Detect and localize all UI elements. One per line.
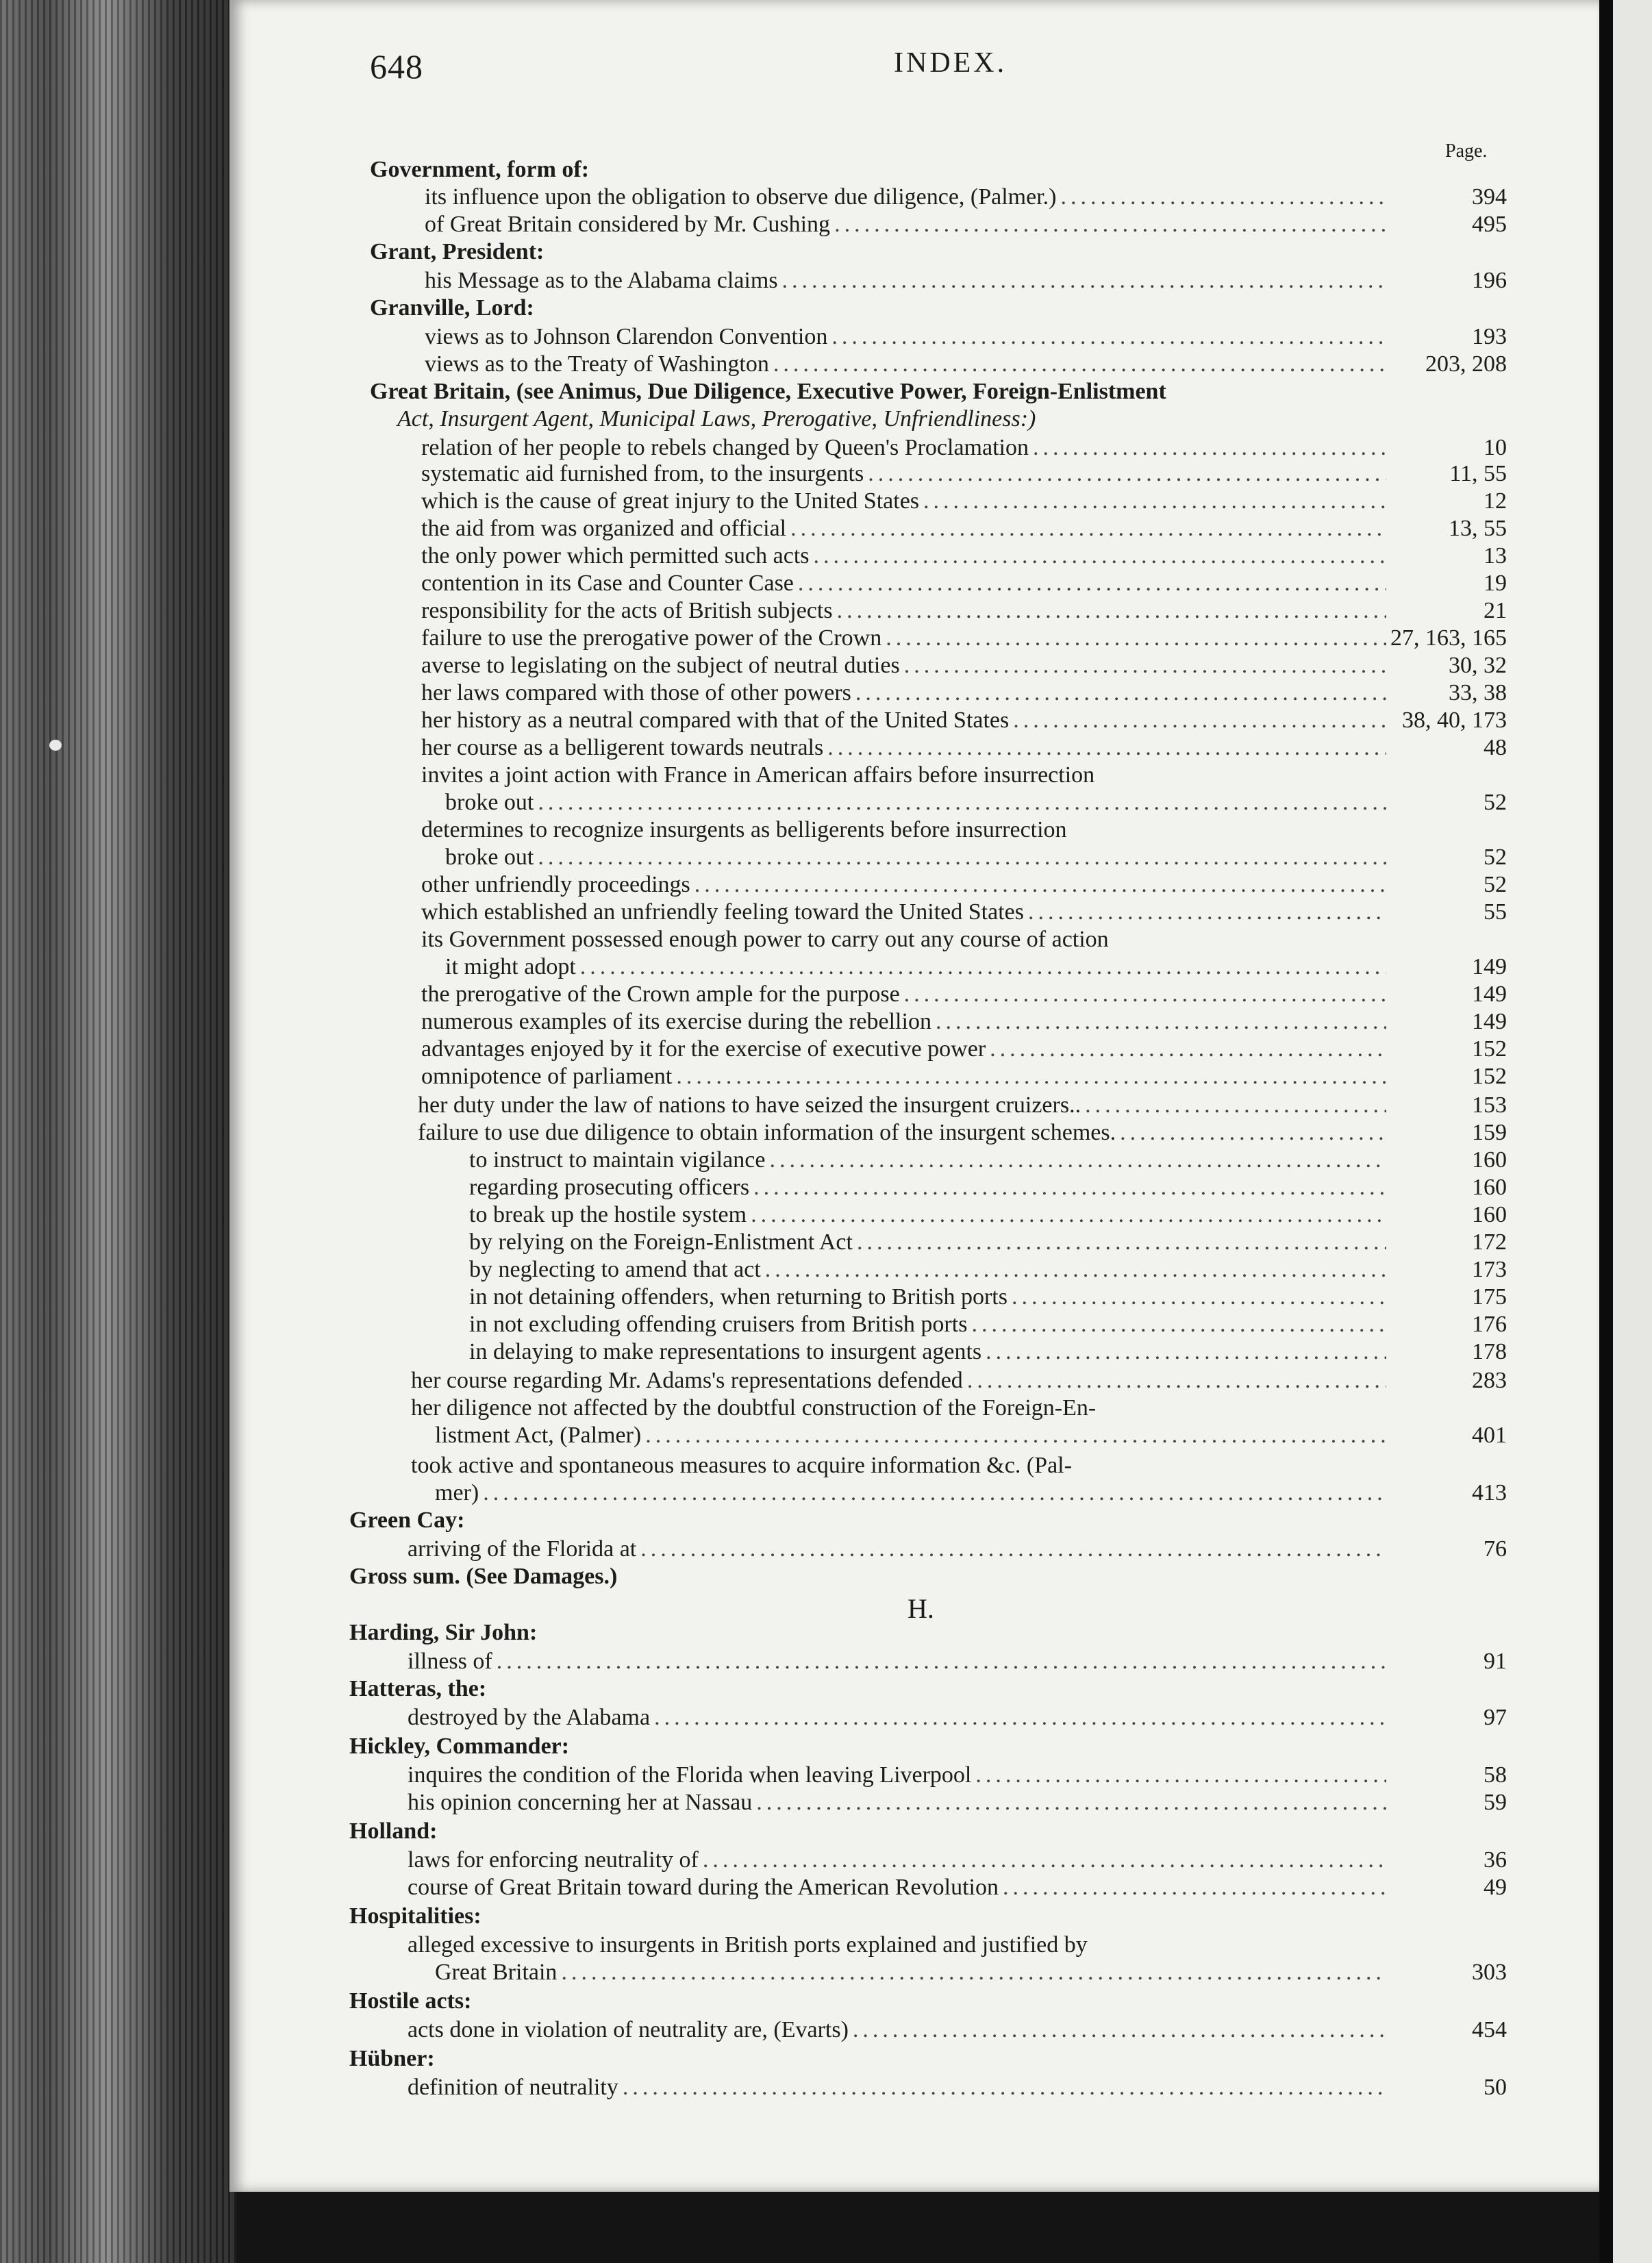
page-reference: 196	[1472, 268, 1507, 293]
index-subentry	[408, 2074, 1390, 2101]
dot-leader	[765, 1256, 1386, 1284]
dot-leader	[1012, 1284, 1386, 1311]
entry-text: contention in its Case and Counter Case	[421, 571, 794, 596]
page-reference: 160	[1472, 1175, 1507, 1200]
entry-text: broke out	[445, 845, 534, 870]
entry-text: by neglecting to amend that act	[469, 1257, 761, 1282]
index-subentry	[425, 351, 1390, 378]
entry-text: it might adopt	[445, 954, 576, 979]
entry-text: listment Act, (Palmer)	[435, 1423, 642, 1448]
binding-texture	[0, 0, 236, 2263]
entry-text: his Message as to the Alabama claims	[425, 268, 778, 293]
index-subentry	[411, 1367, 1390, 1395]
page-reference: 30, 32	[1449, 653, 1507, 678]
index-subentry	[421, 871, 1390, 899]
entry-text: to break up the hostile system	[469, 1202, 747, 1227]
index-subentry	[425, 211, 1390, 238]
entry-text: Great Britain	[435, 1960, 558, 1985]
entry-text: which is the cause of great injury to the United States	[421, 488, 920, 514]
index-subentry	[469, 1174, 1390, 1201]
entry-text: acts done in violation of neutrality are, (Evarts)	[408, 2017, 849, 2042]
index-subentry	[421, 597, 1390, 625]
page-reference: 52	[1484, 872, 1507, 897]
page-reference: 50	[1484, 2075, 1507, 2100]
dot-leader	[773, 351, 1386, 378]
index-subentry	[469, 1284, 1390, 1311]
index-subentry	[421, 652, 1390, 679]
dot-leader	[769, 1147, 1386, 1174]
entry-text: advantages enjoyed by it for the exercise of executive power	[421, 1036, 986, 1062]
page-reference: 36	[1484, 1847, 1507, 1873]
entry-text: of Great Britain considered by Mr. Cushing	[425, 212, 831, 237]
dot-leader	[936, 1008, 1386, 1036]
entry-text: the prerogative of the Crown ample for the purpose	[421, 982, 900, 1007]
entry-text: views as to Johnson Clarendon Convention	[425, 324, 828, 349]
index-subentry	[469, 1256, 1390, 1284]
facing-page-edge	[1613, 0, 1652, 2263]
page-reference: 153	[1472, 1092, 1507, 1118]
dot-leader	[1028, 899, 1386, 926]
index-subentry	[421, 707, 1390, 734]
entry-text: destroyed by the Alabama	[408, 1705, 651, 1730]
index-heading: Hospitalities:	[349, 1903, 481, 1929]
dot-leader	[751, 1201, 1386, 1229]
dot-leader	[1060, 184, 1386, 211]
index-heading: Holland:	[349, 1818, 438, 1844]
dot-leader	[837, 597, 1386, 625]
entry-text: in delaying to make representations to insurgent agents	[469, 1339, 982, 1364]
page-reference: 27, 163, 165	[1390, 625, 1507, 651]
index-subentry	[408, 1847, 1390, 1874]
dot-leader	[834, 211, 1386, 238]
page-reference: 176	[1472, 1312, 1507, 1337]
page-reference: 11, 55	[1449, 461, 1507, 486]
dot-leader	[886, 625, 1386, 652]
page-reference: 283	[1472, 1368, 1507, 1393]
index-subentry	[421, 542, 1390, 570]
index-subentry	[425, 267, 1390, 295]
page-reference: 401	[1472, 1423, 1507, 1448]
page-reference: 149	[1472, 1009, 1507, 1034]
entry-text: failure to use the prerogative power of the Crown	[421, 625, 882, 651]
dot-leader	[1085, 1092, 1386, 1119]
index-subentry	[421, 1063, 1390, 1090]
entry-text: views as to the Treaty of Washington	[425, 351, 769, 377]
entry-text: alleged excessive to insurgents in British ports explained and justified by	[408, 1932, 1088, 1958]
dot-leader	[975, 1762, 1386, 1789]
index-subentry	[408, 1762, 1390, 1789]
dot-leader	[580, 953, 1386, 981]
entry-text: other unfriendly proceedings	[421, 872, 690, 897]
entry-text: to instruct to maintain vigilance	[469, 1147, 766, 1173]
page-reference: 175	[1472, 1284, 1507, 1310]
index-subentry	[421, 679, 1390, 707]
index-subentry	[421, 899, 1390, 926]
page-reference: 172	[1472, 1229, 1507, 1255]
dot-leader	[640, 1536, 1386, 1563]
dot-leader	[971, 1311, 1386, 1338]
index-subentry	[445, 844, 1390, 871]
entry-text: laws for enforcing neutrality of	[408, 1847, 699, 1873]
page-column-label: Page.	[1445, 140, 1488, 162]
entry-text: her duty under the law of nations to have seized the insurgent cruizers..	[418, 1092, 1081, 1118]
dot-leader	[623, 2074, 1386, 2101]
entry-text: its Government possessed enough power to carry out any course of action	[421, 927, 1109, 952]
index-heading: Hickley, Commander:	[349, 1734, 570, 1759]
page-reference: 21	[1484, 598, 1507, 623]
page-reference: 193	[1472, 324, 1507, 349]
entry-text: omnipotence of parliament	[421, 1064, 673, 1089]
dot-leader	[782, 267, 1386, 295]
index-subentry	[421, 734, 1390, 762]
dot-leader	[904, 981, 1386, 1008]
entry-text: which established an unfriendly feeling toward the United States	[421, 899, 1024, 925]
page-reference: 454	[1472, 2017, 1507, 2042]
page-reference: 38, 40, 173	[1402, 708, 1507, 733]
index-heading: Hatteras, the:	[349, 1676, 487, 1701]
entry-text: arriving of the Florida at	[408, 1536, 637, 1562]
entry-text: in not excluding offending cruisers from British ports	[469, 1312, 968, 1337]
section-heading: H.	[908, 1593, 934, 1624]
page-reference: 12	[1484, 488, 1507, 514]
page-reference: 152	[1472, 1064, 1507, 1089]
index-heading: Government, form of:	[370, 157, 590, 182]
entry-text: numerous examples of its exercise during the rebellion	[421, 1009, 931, 1034]
page-reference: 48	[1484, 735, 1507, 760]
page-reference: 52	[1484, 790, 1507, 815]
entry-text: invites a joint action with France in American affairs before insurrection	[421, 762, 1095, 788]
index-subentry	[408, 1874, 1390, 1901]
index-subentry	[469, 1311, 1390, 1338]
entry-text: responsibility for the acts of British subjects	[421, 598, 833, 623]
entry-text: her course as a belligerent towards neutrals	[421, 735, 824, 760]
index-heading: Granville, Lord:	[370, 295, 534, 321]
index-subentry	[435, 1959, 1390, 1986]
index-subentry	[418, 1092, 1390, 1119]
page-reference: 152	[1472, 1036, 1507, 1062]
index-subentry	[421, 515, 1390, 542]
page-reference: 13, 55	[1449, 516, 1507, 541]
dot-leader	[868, 460, 1386, 488]
dot-leader	[986, 1338, 1386, 1366]
entry-text: her diligence not affected by the doubtful construction of the Foreign-En-	[411, 1395, 1097, 1421]
dot-leader	[703, 1847, 1386, 1874]
index-subentry	[445, 789, 1390, 816]
page-reference: 303	[1472, 1960, 1507, 1985]
page-reference: 58	[1484, 1762, 1507, 1788]
entry-text: the only power which permitted such acts	[421, 543, 810, 568]
entry-text: mer)	[435, 1480, 479, 1505]
index-heading: Great Britain, (see Animus, Due Diligence, Executive Power, Foreign-Enlistment	[370, 379, 1166, 404]
page-reference: 149	[1472, 954, 1507, 979]
page-number: 648	[370, 47, 423, 86]
index-heading: Green Cay:	[349, 1508, 465, 1533]
page-reference: 203, 208	[1425, 351, 1507, 377]
dot-leader	[831, 323, 1386, 351]
page-reference: 160	[1472, 1202, 1507, 1227]
entry-text: the aid from was organized and official	[421, 516, 787, 541]
dot-leader	[1033, 434, 1386, 462]
running-head: INDEX.	[894, 47, 1008, 79]
entry-text: her course regarding Mr. Adams's representations defended	[411, 1368, 963, 1393]
page-reference: 413	[1472, 1480, 1507, 1505]
index-subentry	[425, 323, 1390, 351]
entry-text: broke out	[445, 790, 534, 815]
index-subentry	[469, 1229, 1390, 1256]
entry-text: by relying on the Foreign-Enlistment Act	[469, 1229, 853, 1255]
index-subentry	[421, 488, 1390, 515]
entry-text: its influence upon the obligation to observe due diligence, (Palmer.)	[425, 184, 1057, 210]
index-subentry	[408, 2016, 1390, 2044]
page-reference: 394	[1472, 184, 1507, 210]
page-gutter	[1599, 0, 1613, 2263]
page-reference: 178	[1472, 1339, 1507, 1364]
dot-leader	[904, 652, 1386, 679]
entry-text: relation of her people to rebels changed by Queen's Proclamation	[421, 435, 1029, 460]
page-reference: 19	[1484, 571, 1507, 596]
dot-leader	[814, 542, 1386, 570]
index-heading: Grant, President:	[370, 239, 545, 264]
entry-text: definition of neutrality	[408, 2075, 618, 2100]
page-reference: 59	[1484, 1790, 1507, 1815]
dot-leader	[538, 789, 1386, 816]
dot-leader	[1003, 1874, 1386, 1901]
page-reference: 13	[1484, 543, 1507, 568]
page-reference: 76	[1484, 1536, 1507, 1562]
entry-text: failure to use due diligence to obtain information of the insurgent schemes.	[418, 1120, 1116, 1145]
index-subentry	[421, 460, 1390, 488]
index-subentry	[421, 1008, 1390, 1036]
entry-text: his opinion concerning her at Nassau	[408, 1790, 753, 1815]
index-subentry	[445, 953, 1390, 981]
paper-speck	[49, 740, 62, 751]
page-reference: 49	[1484, 1875, 1507, 1900]
dot-leader	[923, 488, 1386, 515]
page-reference: 159	[1472, 1120, 1507, 1145]
index-subentry	[421, 570, 1390, 597]
index-subentry	[435, 1479, 1390, 1507]
index-subentry	[408, 1704, 1390, 1731]
index-subentry	[408, 1536, 1390, 1563]
entry-text: Act, Insurgent Agent, Municipal Laws, Prerogative, Unfriendliness:)	[397, 406, 1036, 432]
dot-leader	[1013, 707, 1386, 734]
dot-leader	[676, 1063, 1386, 1090]
dot-leader	[756, 1789, 1386, 1816]
index-heading: Harding, Sir John:	[349, 1620, 538, 1645]
dot-leader	[654, 1704, 1386, 1731]
entry-text: averse to legislating on the subject of neutral duties	[421, 653, 900, 678]
entry-text: illness of	[408, 1649, 492, 1674]
index-subentry	[421, 981, 1390, 1008]
page-reference: 160	[1472, 1147, 1507, 1173]
entry-text: regarding prosecuting officers	[469, 1175, 750, 1200]
dot-leader	[483, 1479, 1386, 1507]
entry-text: her laws compared with those of other powers	[421, 680, 851, 705]
dot-leader	[967, 1367, 1386, 1395]
dot-leader	[855, 679, 1386, 707]
entry-text: determines to recognize insurgents as belligerents before insurrection	[421, 817, 1067, 842]
dot-leader	[857, 1229, 1386, 1256]
index-heading: Hostile acts:	[349, 1988, 472, 2014]
index-subentry	[469, 1147, 1390, 1174]
dot-leader	[798, 570, 1386, 597]
dot-leader	[645, 1422, 1386, 1449]
index-subentry	[421, 434, 1390, 462]
dot-leader	[753, 1174, 1386, 1201]
index-subentry	[408, 1648, 1390, 1675]
page-reference: 33, 38	[1449, 680, 1507, 705]
index-subentry	[421, 1036, 1390, 1063]
dot-leader	[990, 1036, 1386, 1063]
page-reference: 10	[1484, 435, 1507, 460]
page-reference: 91	[1484, 1649, 1507, 1674]
page-reference: 495	[1472, 212, 1507, 237]
entry-text: in not detaining offenders, when returning to British ports	[469, 1284, 1008, 1310]
page-reference: 55	[1484, 899, 1507, 925]
page-reference: 173	[1472, 1257, 1507, 1282]
dot-leader	[827, 734, 1386, 762]
index-subentry	[469, 1201, 1390, 1229]
entry-text: took active and spontaneous measures to acquire information &c. (Pal-	[411, 1453, 1072, 1478]
dot-leader	[853, 2016, 1386, 2044]
dot-leader	[538, 844, 1386, 871]
dot-leader	[694, 871, 1386, 899]
index-subentry	[408, 1789, 1390, 1816]
index-heading: Hübner:	[349, 2046, 435, 2071]
dot-leader	[497, 1648, 1386, 1675]
index-subentry	[418, 1119, 1390, 1147]
entry-text: course of Great Britain toward during the American Revolution	[408, 1875, 999, 1900]
entry-text: her history as a neutral compared with that of the United States	[421, 708, 1010, 733]
entry-text: systematic aid furnished from, to the insurgents	[421, 461, 864, 486]
index-subentry	[421, 625, 1390, 652]
index-subentry	[425, 184, 1390, 211]
index-subentry	[435, 1422, 1390, 1449]
page-reference: 52	[1484, 845, 1507, 870]
dot-leader	[1120, 1119, 1386, 1147]
page-reference: 149	[1472, 982, 1507, 1007]
index-subentry	[469, 1338, 1390, 1366]
index-heading: Gross sum. (See Damages.)	[349, 1564, 618, 1589]
dot-leader	[561, 1959, 1386, 1986]
dot-leader	[790, 515, 1386, 542]
page-reference: 97	[1484, 1705, 1507, 1730]
entry-text: inquires the condition of the Florida when leaving Liverpool	[408, 1762, 972, 1788]
